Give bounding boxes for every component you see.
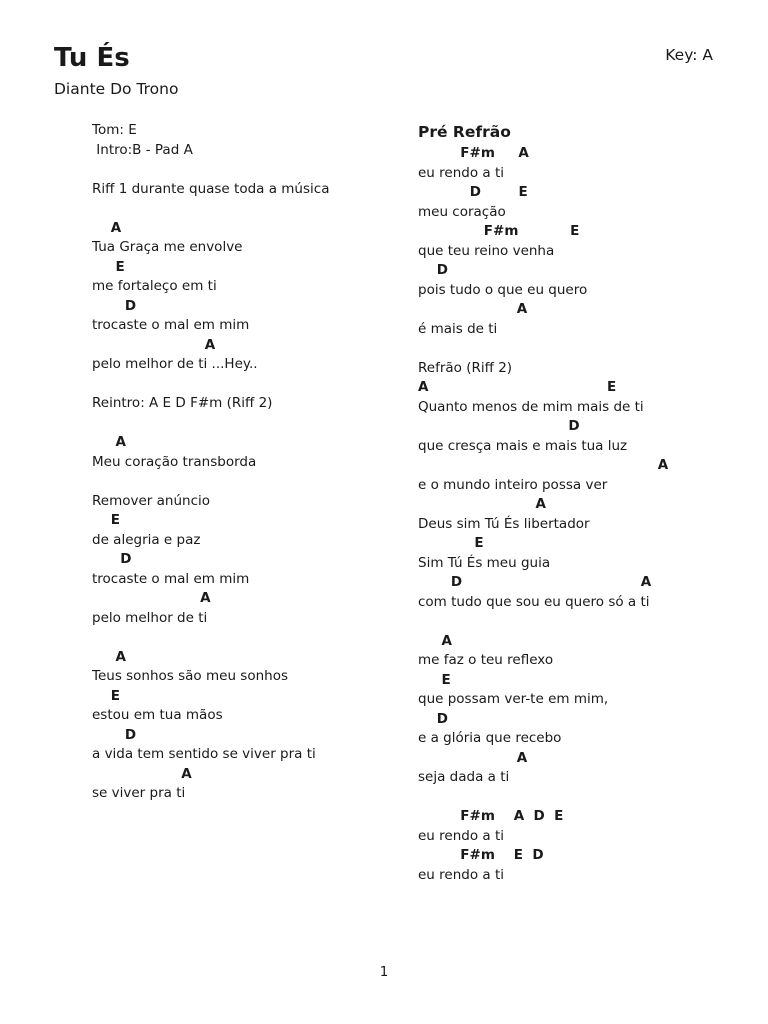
lyric-line: Refrão (Riff 2): [418, 359, 513, 376]
chord-line: A: [92, 219, 122, 236]
chord-line: A E: [418, 379, 617, 395]
chord-line: F#m E D: [418, 847, 544, 863]
lyric-line: e a glória que recebo: [418, 730, 562, 746]
lyric-line: pelo melhor de ti: [92, 609, 208, 626]
chord-line: A: [92, 648, 126, 665]
lyric-line: Intro:B - Pad A: [92, 141, 193, 158]
page-number: 1: [379, 964, 389, 980]
chord-line: A: [418, 301, 528, 317]
chord-line: D: [418, 418, 580, 434]
chord-line: A: [92, 590, 211, 606]
lyric-line: se viver pra ti: [92, 785, 186, 801]
lyric-line: Quanto menos de mim mais de ti: [418, 398, 644, 415]
artist-name: Diante Do Trono: [54, 80, 179, 98]
chord-line: E: [92, 512, 121, 528]
lyric-line: Riff 1 durante quase toda a música: [92, 180, 330, 197]
lyric-line: que teu reino venha: [418, 242, 555, 259]
chord-line: A: [418, 496, 546, 512]
chord-line: A: [92, 765, 192, 782]
lyric-line: Teus sonhos são meu sonhos: [92, 668, 288, 684]
chord-line: D A: [418, 574, 652, 590]
lyric-line: Tom: E: [92, 122, 137, 138]
chord-line: D: [92, 297, 137, 314]
chord-line: E: [92, 687, 121, 704]
chord-line: E: [418, 671, 451, 688]
lyric-line: trocaste o mal em mim: [92, 317, 250, 333]
chord-line: A: [418, 457, 669, 473]
lyric-line: pois tudo o que eu quero: [418, 281, 588, 298]
chord-line: F#m A D E: [418, 808, 564, 824]
lyric-line: meu coração: [418, 203, 506, 220]
lyric-line: seja dada a ti: [418, 769, 510, 785]
right-column: [418, 121, 738, 885]
lyric-line: eu rendo a ti: [418, 866, 504, 883]
blank-line: [418, 612, 738, 632]
lyric-line: pelo melhor de ti ...Hey..: [92, 356, 258, 372]
song-title: Tu És: [54, 43, 130, 73]
chord-line: F#m A: [418, 145, 529, 161]
lyric-line: Reintro: A E D F#m (Riff 2): [92, 395, 273, 411]
left-column: [92, 121, 392, 804]
lyric-line: eu rendo a ti: [418, 827, 504, 844]
blank-line: [92, 472, 392, 492]
blank-line: [418, 788, 738, 808]
blank-line: [92, 414, 392, 434]
blank-line: [92, 628, 392, 648]
chord-line: E: [418, 535, 484, 551]
chord-line: E: [92, 258, 125, 275]
lyric-line: e o mundo inteiro possa ver: [418, 476, 608, 493]
chord-line: F#m E: [418, 223, 580, 239]
lyric-line: Sim Tú És meu guia: [418, 554, 551, 571]
chord-line: A: [92, 434, 126, 450]
chord-line: D: [92, 551, 132, 567]
section-heading: Pré Refrão: [418, 123, 511, 141]
lyric-line: Deus sim Tú És libertador: [418, 515, 590, 532]
lyric-line: trocaste o mal em mim: [92, 570, 250, 587]
lyric-line: Meu coração transborda: [92, 453, 257, 470]
lyric-line: Tua Graça me envolve: [92, 239, 243, 255]
lyric-line: de alegria e paz: [92, 531, 201, 548]
blank-line: [92, 160, 392, 180]
blank-line: [418, 339, 738, 359]
lyric-line: eu rendo a ti: [418, 164, 504, 181]
lyric-line: me faz o teu reflexo: [418, 652, 554, 668]
lyric-line: me fortaleço em ti: [92, 278, 217, 294]
blank-line: [92, 375, 392, 395]
blank-line: [92, 199, 392, 219]
chord-line: D E: [418, 184, 528, 200]
lyric-line: a vida tem sentido se viver pra ti: [92, 746, 316, 762]
chord-line: D: [418, 262, 449, 278]
chord-line: A: [418, 632, 452, 649]
lyric-line: estou em tua mãos: [92, 707, 223, 723]
chord-line: A: [418, 749, 528, 766]
lyric-line: que cresça mais e mais tua luz: [418, 437, 628, 454]
song-key: Key: A: [665, 46, 713, 64]
chord-line: D: [418, 710, 449, 727]
chord-line: D: [92, 726, 137, 743]
lyric-line: com tudo que sou eu quero só a ti: [418, 593, 650, 610]
lyric-line: é mais de ti: [418, 320, 498, 337]
lyric-line: que possam ver-te em mim,: [418, 691, 609, 707]
chord-line: A: [92, 336, 216, 353]
lyric-line: Remover anúncio: [92, 492, 210, 509]
